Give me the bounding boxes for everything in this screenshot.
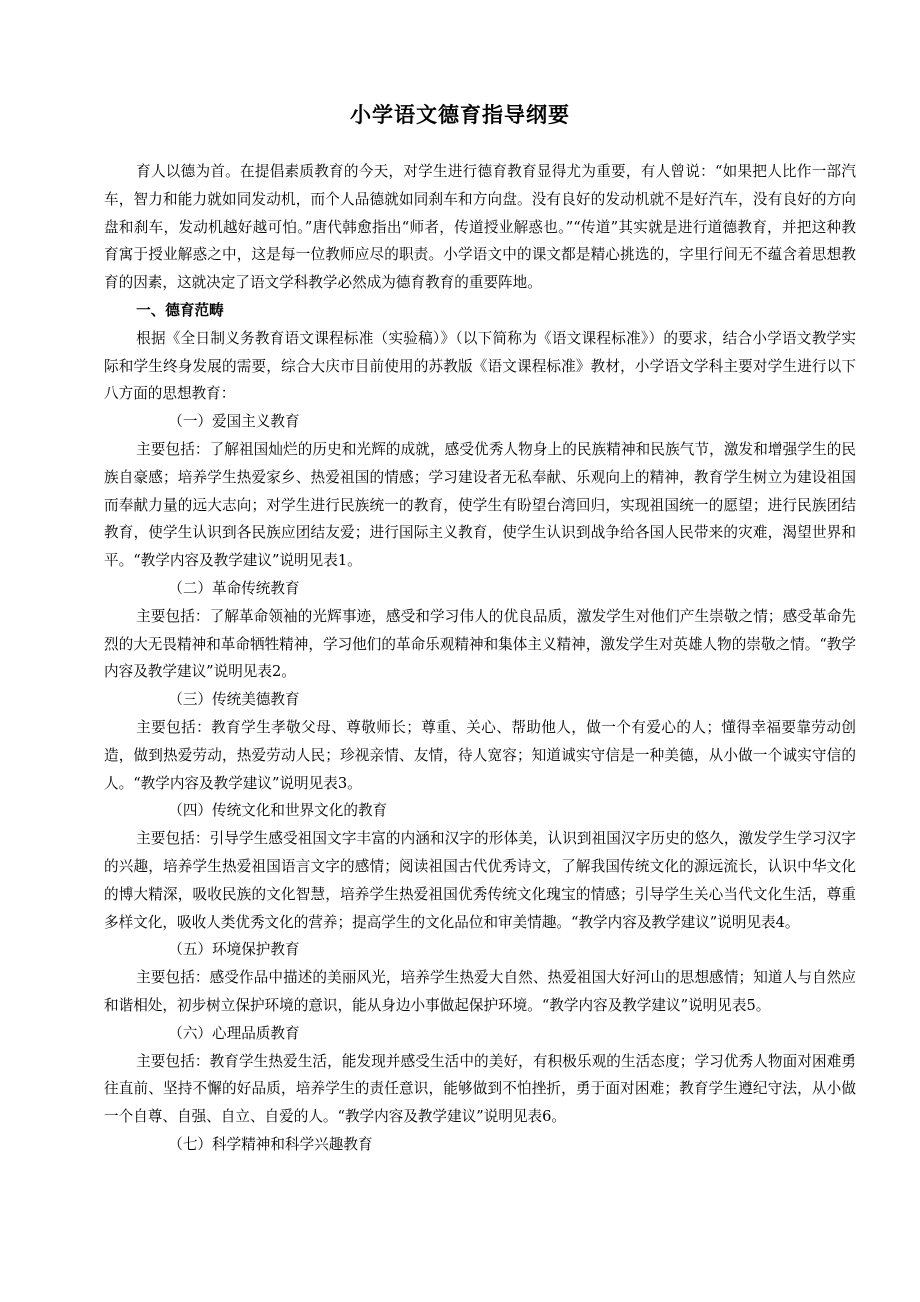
section-intro-paragraph: 根据《全日制义务教育语文课程标准（实验稿）》（以下简称为《语文课程标准》）的要求，结合小学语文教学实际和学生终身发展的需要，综合大庆市目前使用的苏教版《语文课程标准》教材，小学语文学科主要对学生进行以下八方面的思想教育： <box>104 329 856 403</box>
item-text-environment: 主要包括：感受作品中描述的美丽风光，培养学生热爱大自然、热爱祖国大好河山的思想感情；知道人与自然应和谐相处，初步树立保护环境的意识，能从身边小事做起保护环境。“教学内容及教学建议”说明见表5。 <box>104 969 856 1014</box>
item-heading-science: （七）科学精神和科学兴趣教育 <box>168 1135 373 1153</box>
item-heading-psychology: （六）心理品质教育 <box>168 1024 300 1042</box>
document-body <box>104 158 856 1159</box>
item-text-revolutionary-tradition: 主要包括：了解革命领袖的光辉事迹，感受和学习伟人的优良品质，激发学生对他们产生崇敬之情；感受革命先烈的大无畏精神和革命牺牲精神，学习他们的革命乐观精神和集体主义精神，激发学生对英雄人物的崇敬之情。“教学内容及教学建议”说明见表2。 <box>104 607 856 681</box>
document-title: 小学语文德育指导纲要 <box>350 103 570 127</box>
item-heading-environment: （五）环境保护教育 <box>168 941 300 959</box>
item-heading-culture: （四）传统文化和世界文化的教育 <box>168 802 388 820</box>
item-text-culture: 主要包括：引导学生感受祖国文字丰富的内涵和汉字的形体美，认识到祖国汉字历史的悠久，激发学生学习汉字的兴趣，培养学生热爱祖国语言文字的感情；阅读祖国古代优秀诗文，了解我国传统文化的源远流长，认识中华文化的博大精深，吸收民族的文化智慧，培养学生热爱祖国优秀传统文化瑰宝的情感；引导学生关心当代文化生活，尊重多样文化，吸收人类优秀文化的营养；提高学生的文化品位和审美情趣。“教学内容及教学建议”说明见表4。 <box>104 830 856 931</box>
item-text-traditional-virtue: 主要包括：教育学生孝敬父母、尊敬师长；尊重、关心、帮助他人，做一个有爱心的人；懂得幸福要靠劳动创造，做到热爱劳动，热爱劳动人民；珍视亲情、友情，待人宽容；知道诚实守信是一种美德，从小做一个诚实守信的人。“教学内容及教学建议”说明见表3。 <box>104 718 856 792</box>
item-text-patriotism: 主要包括：了解祖国灿烂的历史和光辉的成就，感受优秀人物身上的民族精神和民族气节，激发和增强学生的民族自豪感；培养学生热爱家乡、热爱祖国的情感；学习建设者无私奉献、乐观向上的精神，教育学生树立为建设祖国而奉献力量的远大志向；对学生进行民族统一的教育，使学生有盼望台湾回归，实现祖国统一的愿望；进行民族团结教育，使学生认识到各民族应团结友爱；进行国际主义教育，使学生认识到战争给各国人民带来的灾难，渴望世界和平。“教学内容及教学建议”说明见表1。 <box>104 440 856 570</box>
item-text-psychology: 主要包括：教育学生热爱生活，能发现并感受生活中的美好，有积极乐观的生活态度；学习优秀人物面对困难勇往直前、坚持不懈的好品质，培养学生的责任意识，能够做到不怕挫折，勇于面对困难；教育学生遵纪守法，从小做一个自尊、自强、自立、自爱的人。“教学内容及教学建议”说明见表6。 <box>104 1052 856 1126</box>
section-heading-moral-scope: 一、德育范畴 <box>136 301 224 319</box>
item-heading-traditional-virtue: （三）传统美德教育 <box>168 691 300 709</box>
item-heading-patriotism: （一）爱国主义教育 <box>168 413 300 431</box>
item-heading-revolutionary-tradition: （二）革命传统教育 <box>168 579 300 597</box>
intro-paragraph: 育人以德为首。在提倡素质教育的今天，对学生进行德育教育显得尤为重要，有人曾说：“如果把人比作一部汽车，智力和能力就如同发动机，而个人品德就如同刹车和方向盘。没有良好的发动机就不是好汽车，没有良好的方向盘和刹车，发动机越好越可怕。”唐代韩愈指出“师者，传道授业解惑也。”“传道”其实就是进行道德教育，并把这种教育寓于授业解惑之中，这是每一位教师应尽的职责。小学语文中的课文都是精心挑选的，字里行间无不蕴含着思想教育的因素，这就决定了语文学科教学必然成为德育教育的重要阵地。 <box>104 163 856 292</box>
